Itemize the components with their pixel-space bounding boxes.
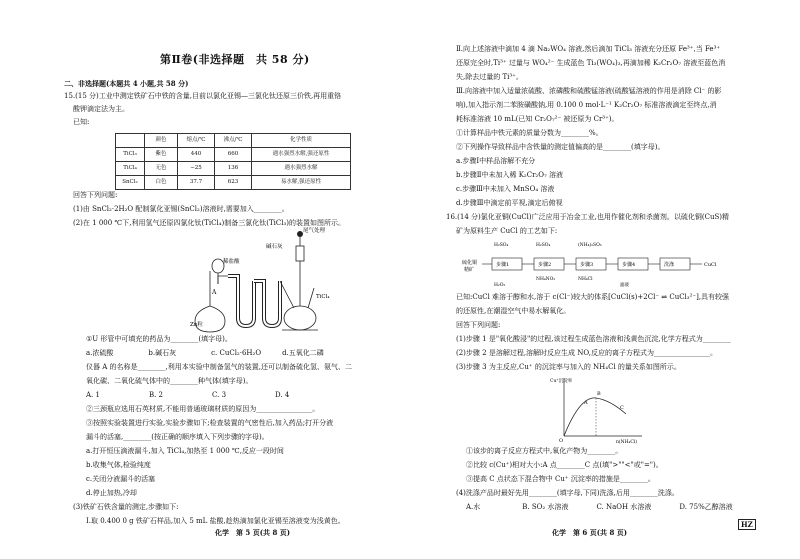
curve — [564, 398, 626, 436]
table-cell: 遇水强烈水解,强还原性 — [252, 148, 351, 162]
option-a: a.步骤Ⅰ中样品溶解不充分 — [456, 157, 536, 165]
flow-bottom-label: 滤液 — [620, 283, 629, 288]
q15-2-1-b: 仪器 A 的名称是________,利用本实验中制备氢气的装置,还可以制备硫化氢、氨气、二 — [86, 363, 352, 371]
left-column — [0, 0, 380, 559]
origin-label: O — [559, 438, 564, 444]
step-i: Ⅰ.取 0.400 0 g 铁矿石样品,加入 5 mL 盐酸,趁热滴加氯化亚锡至溶液变为浅黄色。 — [86, 517, 345, 525]
table-cell: TiCl₄ — [116, 162, 145, 176]
q15-part3: (3)铁矿石铁含量的测定,步骤如下: — [73, 503, 179, 511]
flow-step-label: 步骤3 — [580, 262, 594, 268]
step-ii-cont: 还原完全时,Ti³⁺ 过量与 WO₄²⁻ 生成蓝色 Ti₃(WO₄)₃,再滴加稀 K₂Cr₂O₇ 溶液至蓝色消 — [456, 59, 726, 67]
table-cell: 136 — [215, 162, 252, 176]
table-cell: −25 — [178, 162, 215, 176]
u-tube — [228, 276, 280, 326]
flow-step-label: 步骤4 — [622, 262, 636, 268]
given-label: 已知: — [73, 118, 90, 126]
step-iii-cont: 响),加入指示剂二苯胺磺酸钠,用 0.100 0 mol·L⁻¹ K₂Cr₂O₇ 标准溶液滴定至终点,消 — [456, 101, 717, 109]
x-label: n(NH₄Cl) — [616, 440, 637, 444]
flow-step-label: 步骤1 — [496, 262, 510, 268]
table-cell: 无色 — [145, 162, 178, 176]
option-c: c.步骤Ⅲ中未加入 MnSO₄ 溶液 — [456, 185, 555, 193]
flow-step-label: 洗涤 — [664, 262, 675, 268]
label-soda-lime: 碱石灰 — [266, 244, 283, 250]
q15-2-1: ①U 形管中可填充的药品为________(填字母)。 — [86, 335, 232, 343]
table-header — [116, 134, 145, 148]
label-ticl4: TiCl₄ — [316, 294, 330, 300]
table-row — [116, 176, 351, 190]
process-flow-diagram — [460, 240, 760, 288]
option-d: d.步骤Ⅲ中滴定前平视,滴定后俯视 — [456, 199, 563, 207]
q15-2-1-b-options: A. 1 B. 2 C. 3 D. 4 — [86, 391, 290, 399]
table-cell: 易水解,强还原性 — [252, 176, 351, 190]
table-header-row — [116, 134, 351, 148]
q15-2-3-cont: 漏斗的活塞,________(按正确的顺序填入下列步骤的字母)。 — [86, 433, 269, 441]
q15-2-1-b-cont: 氧化碳、二氧化硫气体中的________种气体(填字母)。 — [86, 377, 253, 385]
q15-part2: (2)在 1 000 ℃下,利用氢气还原四氯化钛(TiCl₄)制备三氯化钛(TiCl₃)的装置如图所示。 — [73, 219, 346, 227]
flow-top-label: H₂SO₄ — [494, 243, 509, 248]
given-cucl: 已知:CuCl 难溶于醇和水,溶于 c(Cl⁻)较大的体系[CuCl(s)+2Cl⁻ ⇌ CuCl₃²⁻],具有较强 — [456, 293, 730, 301]
q15-3-1: ①计算样品中铁元素的质量分数为________%。 — [456, 129, 603, 137]
step-b: b.收集气体,检验纯度 — [86, 461, 151, 469]
table-cell: SnCl₂ — [116, 176, 145, 190]
flow-step-label: 步骤2 — [538, 262, 552, 268]
q16-3-3: ③提高 C 点状态下混合物中 Cu⁺ 沉淀率的措施是________。 — [466, 475, 655, 483]
table-cell: 660 — [215, 148, 252, 162]
q16-3-2: ②比较 c(Cu⁺)相对大小:A 点________C 点(填">""<"或"=")。 — [466, 461, 663, 469]
q15-intro-cont: 酸钾滴定法为主。 — [73, 105, 129, 113]
point-c: C — [620, 405, 624, 411]
flow-mid-label: NH₄NO₃ — [536, 277, 556, 282]
label-a: A — [212, 289, 217, 296]
q16-intro: 16.(14 分)氯化亚铜(CuCl)广泛应用于冶金工业,也用作催化剂和杀菌剂。以硫化铜(CuS)精 — [446, 213, 729, 221]
given-cucl-cont: 的还原性,在潮湿空气中易水解氧化。 — [456, 307, 571, 315]
flow-step-label: CuCl — [704, 262, 717, 268]
page-footer-right: 化学 第 6 页(共 8 页) — [552, 528, 628, 537]
q15-2-2: ②三颈瓶应选用石英材质,不能用普通玻璃材质的原因为________________。 — [86, 405, 320, 413]
table-cell: 遇水强烈水解 — [252, 162, 351, 176]
q15-2-3: ③按照实验装置进行实验,实验步骤如下;检查装置的气密性后,加入药品;打开分液 — [86, 419, 334, 427]
step-a: a.打开恒压滴液漏斗,加入 TiCl₄,加热至 1 000 ℃,反应一段时间 — [86, 447, 284, 455]
section-title: 第Ⅱ卷(非选择题 共 58 分) — [160, 53, 310, 66]
table-header: 熔点/℃ — [178, 134, 215, 148]
label-exhaust: 尾气处理 — [303, 228, 326, 234]
table-row — [116, 162, 351, 176]
option-b: b.步骤Ⅱ中未加入稀 K₂Cr₂O₇ 溶液 — [456, 171, 564, 179]
hz-badge: HZ — [738, 519, 756, 530]
table-cell: 623 — [215, 176, 252, 190]
flow-bottom-label: H₂O₂ — [494, 283, 506, 288]
q16-3-1: ①该步的离子反应方程式中,氧化产物为________。 — [466, 447, 623, 455]
table-cell: 紫色 — [145, 148, 178, 162]
flow-top-label: H₂SO₄ — [536, 243, 551, 248]
svg-text:精矿: 精矿 — [464, 267, 475, 273]
apparatus-diagram — [190, 226, 330, 334]
table-header: 化学性质 — [252, 134, 351, 148]
point-a: A — [584, 400, 588, 406]
answer-prompt: 回答下列问题: — [73, 191, 118, 199]
table-row — [116, 148, 351, 162]
q15-part1: (1)由 SnCl₂·2H₂O 配制氯化亚锡(SnCl₂)溶液时,需要加入________。 — [73, 205, 289, 213]
three-neck-flask — [280, 231, 318, 330]
q16-part3: (3)步骤 3 为主反应,Cu⁺ 的沉淀率与加入的 NH₄Cl 的量关系如图所示。 — [456, 363, 681, 371]
step-c: c.关闭分液漏斗的活塞 — [86, 475, 156, 483]
q16-intro-cont: 矿为原料生产 CuCl 的工艺如下: — [456, 227, 558, 235]
answer-prompt-16: 回答下列问题: — [456, 321, 501, 329]
label-zinc: Zn粒 — [190, 322, 203, 328]
precipitation-graph — [550, 374, 650, 444]
flow-top-label: (NH₄)₂SO₃ — [578, 243, 602, 248]
flow-mid-label: NH₄Cl — [578, 277, 593, 282]
flow-start: 硫化铜 — [462, 260, 478, 266]
step-ii: Ⅱ.向上述溶液中滴加 4 滴 Na₂WO₄ 溶液,然后滴加 TiCl₃ 溶液充分还原 Fe³⁺,当 Fe³⁺ — [456, 45, 721, 53]
page-footer-left: 化学 第 5 页(共 8 页) — [215, 528, 291, 537]
section-heading: 二、非选择题(本题共 4 小题,共 58 分) — [64, 79, 189, 88]
table-header: 颜色 — [145, 134, 178, 148]
q15-intro: 15.(15 分)工业中测定铁矿石中铁的含量,目前以氯化亚锡—三氯化钛还原三价铁,再用重铬 — [64, 92, 342, 100]
table-cell: 440 — [178, 148, 215, 162]
label-acid: 稀盐酸 — [223, 259, 240, 265]
step-iii: Ⅲ.向溶液中加入适量浓硫酸、浓磷酸和硫酸锰溶液(硫酸锰溶液的作用是消除 Cl⁻ 的影 — [456, 87, 722, 95]
properties-table — [115, 133, 351, 190]
q16-part1: (1)步骤 1 是"氧化酸浸"的过程,该过程生成蓝色溶液和浅黄色沉淀,化学方程式为________ — [456, 335, 731, 343]
step-iii-end: 耗标准溶液 10 mL(已知 Cr₂O₇²⁻ 被还原为 Cr³⁺)。 — [456, 115, 619, 123]
table-cell: 37.7 — [178, 176, 215, 190]
q16-part2: (2)步骤 2 是溶解过程,溶解时反应生成 NO,反应的离子方程式为________________。 — [456, 349, 717, 357]
table-header: 沸点/℃ — [215, 134, 252, 148]
step-d: d.停止加热,冷却 — [86, 489, 137, 497]
table-cell: 白色 — [145, 176, 178, 190]
y-label: Cu⁺沉淀率 — [550, 379, 573, 384]
q16-part4: (4)洗涤产品时最好先用________(填字母,下同)洗涤,后用________洗涤。 — [456, 489, 679, 497]
step-ii-end: 失,除去过量的 Ti³⁺。 — [456, 73, 523, 81]
q15-3-2: ②下列操作导致样品中含铁量的测定值偏高的是________(填字母)。 — [456, 143, 665, 151]
point-b: B — [597, 391, 601, 397]
q15-2-1-options: a.浓硫酸 b.碱石灰 c. CuCl₂·6H₂O d.五氧化二磷 — [86, 349, 324, 357]
right-column — [420, 0, 800, 559]
table-cell: TiCl₃ — [116, 148, 145, 162]
q16-part4-options: A.水 B. SO₂ 水溶液 C. NaOH 水溶液 D. 75%乙醇溶液 — [466, 503, 733, 511]
